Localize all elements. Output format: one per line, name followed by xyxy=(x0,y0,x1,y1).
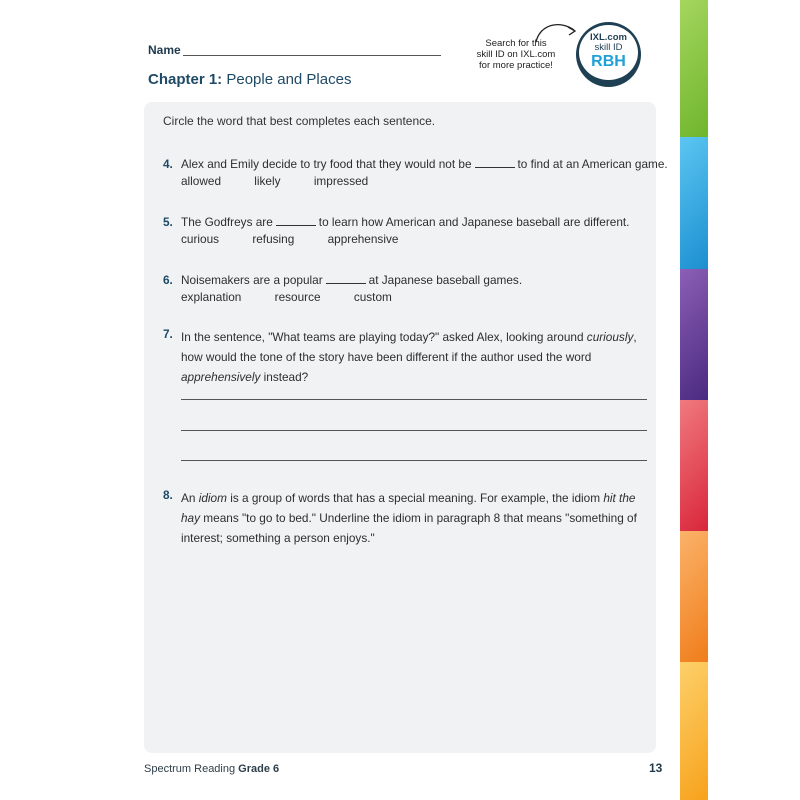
stripe-green xyxy=(680,0,708,137)
ixl-note-line2: skill ID on IXL.com xyxy=(476,49,556,60)
worksheet-panel xyxy=(144,102,656,753)
page-number: 13 xyxy=(649,761,663,775)
stripe-red xyxy=(680,400,708,531)
name-input-line[interactable] xyxy=(183,55,441,56)
chapter-name: People and Places xyxy=(226,71,352,88)
answer-blank xyxy=(326,283,366,284)
stripe-yellow xyxy=(680,662,708,800)
answer-blank xyxy=(276,225,316,226)
option-word[interactable]: explanation xyxy=(181,290,242,304)
name-label: Name xyxy=(148,43,181,57)
answer-blank xyxy=(475,167,515,168)
question-text: An idiom is a group of words that has a special meaning. For example, the idiom hit the hay means "to go to bed." Underline the idiom in paragraph 8 that means "something of interest; something a person enjoys." xyxy=(181,491,637,545)
option-word[interactable]: impressed xyxy=(313,174,369,188)
answer-options xyxy=(181,174,398,188)
stripe-orange xyxy=(680,531,708,662)
option-word[interactable]: curious xyxy=(181,232,220,246)
stripe-purple xyxy=(680,269,708,400)
ixl-badge-site: IXL.com xyxy=(590,32,627,43)
option-word[interactable]: resource xyxy=(274,290,321,304)
question-text: Alex and Emily decide to try food that they would not be to find at an American game. xyxy=(181,157,668,171)
answer-line[interactable] xyxy=(181,399,647,400)
chapter-title xyxy=(148,71,351,88)
question-number: 4. xyxy=(163,157,173,171)
question-number: 7. xyxy=(163,327,173,341)
option-word[interactable]: allowed xyxy=(181,174,222,188)
question-number: 6. xyxy=(163,273,173,287)
answer-line[interactable] xyxy=(181,460,647,461)
ixl-badge-code: RBH xyxy=(591,53,626,70)
question-number: 8. xyxy=(163,488,173,502)
question-number: 5. xyxy=(163,215,173,229)
curved-arrow-icon xyxy=(530,20,580,46)
ixl-badge-inner xyxy=(579,25,638,80)
option-word[interactable]: refusing xyxy=(252,232,295,246)
footer-series xyxy=(144,763,279,775)
question-text: Noisemakers are a popular at Japanese baseball games. xyxy=(181,273,523,287)
ixl-note-line3: for more practice! xyxy=(479,60,553,71)
ixl-badge-skill-label: skill ID xyxy=(594,42,623,53)
question-text: In the sentence, "What teams are playing today?" asked Alex, looking around curiously, how would the tone of the story have been different if the author used the word apprehensively instead? xyxy=(181,330,637,384)
footer-series-name: Spectrum Reading xyxy=(144,763,236,775)
answer-options xyxy=(181,290,422,304)
question-text: The Godfreys are to learn how American and Japanese baseball are different. xyxy=(181,215,630,229)
ixl-skill-badge xyxy=(576,22,641,87)
option-word[interactable]: custom xyxy=(353,290,392,304)
chapter-number: Chapter 1: xyxy=(148,71,223,88)
option-word[interactable]: apprehensive xyxy=(327,232,399,246)
ixl-note-line1: Search for this xyxy=(485,38,547,49)
instruction-text: Circle the word that best completes each sentence. xyxy=(163,114,436,128)
answer-options xyxy=(181,232,428,246)
option-word[interactable]: likely xyxy=(254,174,281,188)
decorative-color-stripe xyxy=(680,0,708,800)
answer-line[interactable] xyxy=(181,430,647,431)
footer-grade: Grade 6 xyxy=(238,763,280,775)
stripe-blue xyxy=(680,137,708,269)
